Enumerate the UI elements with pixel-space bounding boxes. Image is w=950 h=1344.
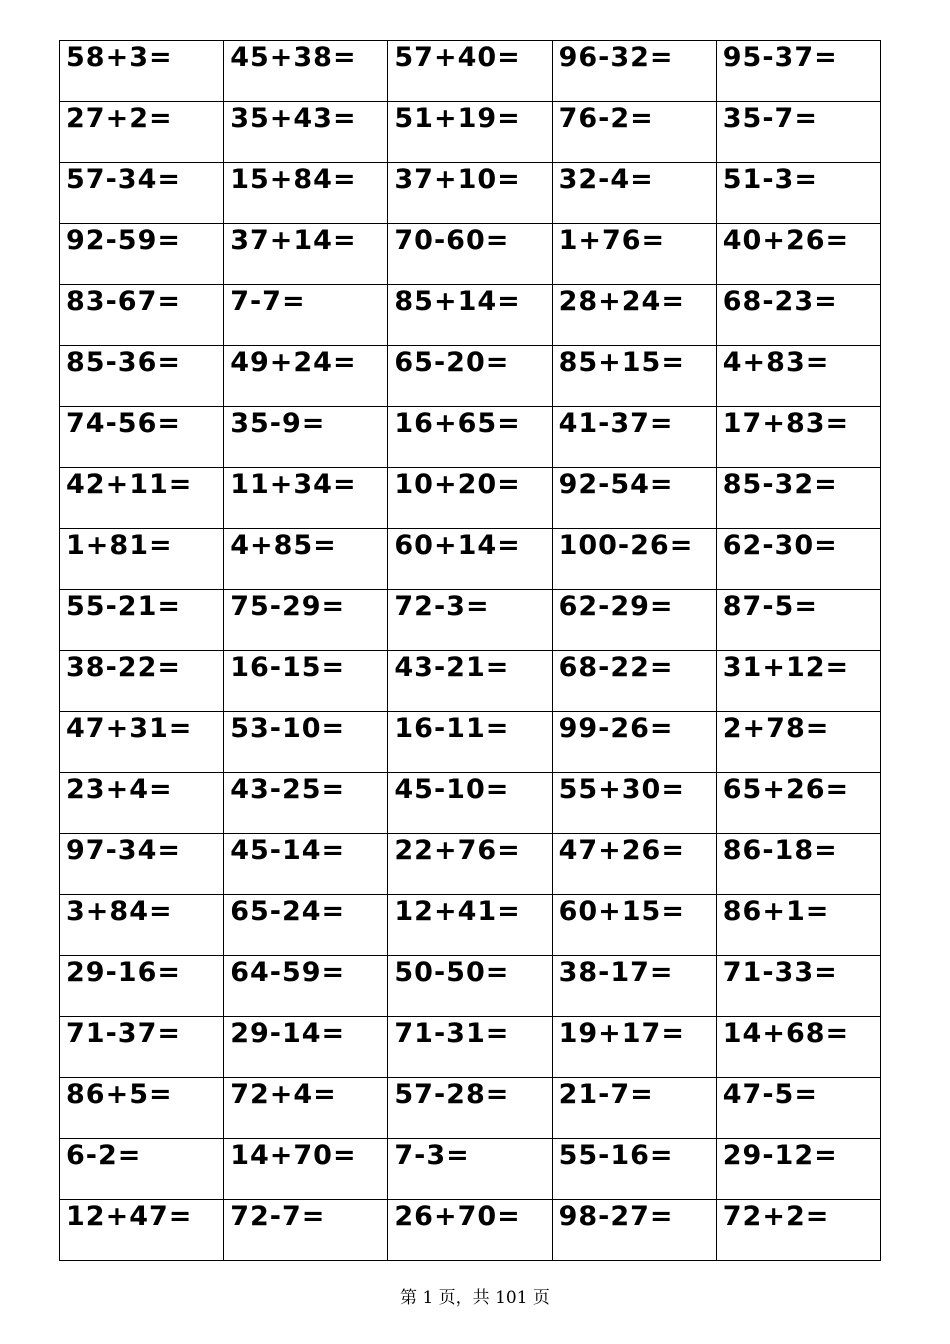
problem-cell: 60+15= [552, 895, 716, 956]
problem-row [60, 346, 881, 407]
problem-cell: 29-14= [224, 1017, 388, 1078]
problem-cell: 95-37= [716, 41, 880, 102]
problem-cell: 55-21= [60, 590, 224, 651]
problem-cell: 4+83= [716, 346, 880, 407]
problem-cell: 72-3= [388, 590, 552, 651]
problem-cell: 19+17= [552, 1017, 716, 1078]
problem-cell: 45-14= [224, 834, 388, 895]
problem-cell: 35+43= [224, 102, 388, 163]
problem-cell: 75-29= [224, 590, 388, 651]
problem-row [60, 1200, 881, 1261]
problem-cell: 98-27= [552, 1200, 716, 1261]
problem-cell: 85+14= [388, 285, 552, 346]
problem-cell: 47+26= [552, 834, 716, 895]
problem-cell: 27+2= [60, 102, 224, 163]
problem-cell: 50-50= [388, 956, 552, 1017]
problem-row [60, 1017, 881, 1078]
problem-cell: 64-59= [224, 956, 388, 1017]
problem-cell: 99-26= [552, 712, 716, 773]
problem-cell: 47-5= [716, 1078, 880, 1139]
problem-grid-body [60, 41, 881, 1261]
problem-cell: 35-9= [224, 407, 388, 468]
problem-cell: 62-30= [716, 529, 880, 590]
problem-cell: 45-10= [388, 773, 552, 834]
problem-cell: 68-22= [552, 651, 716, 712]
problem-cell: 11+34= [224, 468, 388, 529]
problem-cell: 7-7= [224, 285, 388, 346]
problem-cell: 6-2= [60, 1139, 224, 1200]
worksheet [59, 40, 881, 1260]
problem-cell: 86-18= [716, 834, 880, 895]
problem-row [60, 956, 881, 1017]
problem-cell: 68-23= [716, 285, 880, 346]
problem-cell: 16+65= [388, 407, 552, 468]
problem-cell: 71-37= [60, 1017, 224, 1078]
problem-cell: 49+24= [224, 346, 388, 407]
problem-cell: 53-10= [224, 712, 388, 773]
problem-cell: 12+47= [60, 1200, 224, 1261]
problem-row [60, 163, 881, 224]
problem-cell: 2+78= [716, 712, 880, 773]
problem-cell: 85-32= [716, 468, 880, 529]
problem-cell: 17+83= [716, 407, 880, 468]
page-footer: 第 1 页，共 101 页 [400, 1288, 550, 1308]
problem-cell: 29-12= [716, 1139, 880, 1200]
problem-row [60, 895, 881, 956]
problem-cell: 55+30= [552, 773, 716, 834]
problem-cell: 23+4= [60, 773, 224, 834]
problem-row [60, 773, 881, 834]
problem-cell: 31+12= [716, 651, 880, 712]
problem-cell: 72+2= [716, 1200, 880, 1261]
problem-cell: 40+26= [716, 224, 880, 285]
problem-cell: 3+84= [60, 895, 224, 956]
problem-row [60, 285, 881, 346]
problem-cell: 45+38= [224, 41, 388, 102]
problem-row [60, 41, 881, 102]
problem-cell: 32-4= [552, 163, 716, 224]
problem-row [60, 712, 881, 773]
problem-row [60, 102, 881, 163]
problem-cell: 72-7= [224, 1200, 388, 1261]
problem-grid [59, 40, 881, 1261]
problem-cell: 22+76= [388, 834, 552, 895]
problem-cell: 57-34= [60, 163, 224, 224]
problem-cell: 70-60= [388, 224, 552, 285]
problem-cell: 83-67= [60, 285, 224, 346]
problem-cell: 92-59= [60, 224, 224, 285]
problem-cell: 7-3= [388, 1139, 552, 1200]
problem-cell: 58+3= [60, 41, 224, 102]
problem-cell: 15+84= [224, 163, 388, 224]
problem-cell: 85+15= [552, 346, 716, 407]
problem-row [60, 590, 881, 651]
problem-cell: 76-2= [552, 102, 716, 163]
problem-cell: 55-16= [552, 1139, 716, 1200]
problem-cell: 41-37= [552, 407, 716, 468]
problem-cell: 86+5= [60, 1078, 224, 1139]
problem-cell: 74-56= [60, 407, 224, 468]
problem-row [60, 834, 881, 895]
problem-cell: 65-24= [224, 895, 388, 956]
problem-cell: 51+19= [388, 102, 552, 163]
problem-cell: 92-54= [552, 468, 716, 529]
problem-cell: 38-22= [60, 651, 224, 712]
problem-cell: 43-21= [388, 651, 552, 712]
problem-cell: 57-28= [388, 1078, 552, 1139]
problem-cell: 85-36= [60, 346, 224, 407]
problem-cell: 14+68= [716, 1017, 880, 1078]
problem-cell: 37+14= [224, 224, 388, 285]
problem-cell: 26+70= [388, 1200, 552, 1261]
problem-cell: 42+11= [60, 468, 224, 529]
problem-row [60, 224, 881, 285]
problem-cell: 71-31= [388, 1017, 552, 1078]
problem-cell: 47+31= [60, 712, 224, 773]
problem-row [60, 1139, 881, 1200]
problem-row [60, 529, 881, 590]
problem-cell: 14+70= [224, 1139, 388, 1200]
problem-cell: 35-7= [716, 102, 880, 163]
problem-cell: 100-26= [552, 529, 716, 590]
problem-row [60, 407, 881, 468]
problem-cell: 10+20= [388, 468, 552, 529]
problem-cell: 96-32= [552, 41, 716, 102]
problem-cell: 28+24= [552, 285, 716, 346]
problem-cell: 37+10= [388, 163, 552, 224]
problem-cell: 86+1= [716, 895, 880, 956]
problem-cell: 65-20= [388, 346, 552, 407]
problem-cell: 29-16= [60, 956, 224, 1017]
problem-row [60, 468, 881, 529]
problem-cell: 71-33= [716, 956, 880, 1017]
problem-cell: 51-3= [716, 163, 880, 224]
problem-row [60, 1078, 881, 1139]
problem-cell: 72+4= [224, 1078, 388, 1139]
problem-row [60, 651, 881, 712]
problem-cell: 62-29= [552, 590, 716, 651]
problem-cell: 1+81= [60, 529, 224, 590]
problem-cell: 57+40= [388, 41, 552, 102]
problem-cell: 65+26= [716, 773, 880, 834]
problem-cell: 38-17= [552, 956, 716, 1017]
problem-cell: 60+14= [388, 529, 552, 590]
problem-cell: 21-7= [552, 1078, 716, 1139]
problem-cell: 43-25= [224, 773, 388, 834]
problem-cell: 4+85= [224, 529, 388, 590]
problem-cell: 97-34= [60, 834, 224, 895]
problem-cell: 87-5= [716, 590, 880, 651]
problem-cell: 12+41= [388, 895, 552, 956]
problem-cell: 16-11= [388, 712, 552, 773]
problem-cell: 1+76= [552, 224, 716, 285]
problem-cell: 16-15= [224, 651, 388, 712]
